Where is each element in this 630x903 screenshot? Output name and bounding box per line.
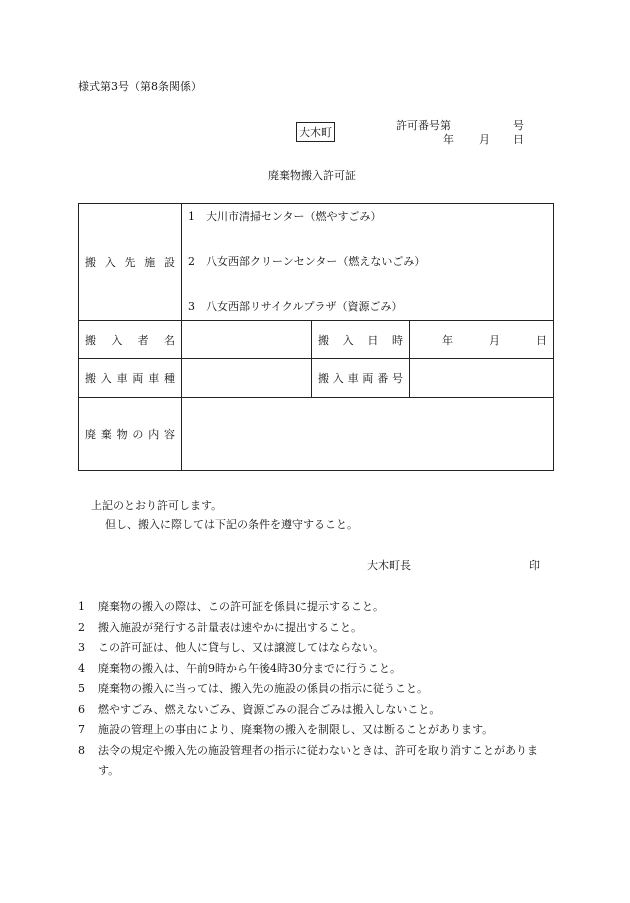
carrier-name-field[interactable] [182, 321, 312, 359]
waste-contents-field[interactable] [182, 398, 554, 471]
delivery-date-field[interactable] [410, 321, 554, 359]
vehicle-type-label: 搬 入 車 両 車 種 [85, 372, 175, 385]
waste-contents-label: 廃 棄 物 の 内 容 [85, 428, 175, 441]
carrier-name-label: 搬 入 者 名 [85, 333, 175, 347]
facility-list-cell [182, 204, 554, 321]
permit-number-prefix: 許可番号第 [396, 119, 451, 132]
conditions-list [78, 597, 558, 782]
carrier-label-cell [79, 321, 182, 359]
document-title: 廃棄物搬入許可証 [268, 169, 356, 182]
facility-option: 1 大川市清掃センター（燃やすごみ） [188, 209, 382, 223]
condition-item: 7 施設の管理上の事由により、廃棄物の搬入を制限し、又は断ることがあります。 [78, 723, 494, 736]
form-id: 様式第3号（第8条関係） [78, 80, 202, 93]
issue-date-month: 月 [479, 133, 490, 146]
delivery-day: 日 [536, 333, 548, 347]
condition-item: 8 法令の規定や搬入先の施設管理者の指示に従わないときは、許可を取り消すことがあります。 [78, 743, 538, 777]
contents-label-cell [79, 398, 182, 471]
vehicle-type-field[interactable] [182, 359, 312, 398]
facility-option: 3 八女西部リサイクルプラザ（資源ごみ） [188, 299, 403, 313]
vehicle-number-label-cell [312, 359, 410, 398]
delivery-date-label: 搬 入 日 時 [318, 333, 403, 347]
date-label-cell [312, 321, 410, 359]
seal-mark: 印 [529, 559, 540, 572]
facility-label: 搬 入 先 施 設 [85, 256, 175, 269]
condition-item: 4 廃棄物の搬入は、午前9時から午後4時30分までに行うこと。 [78, 661, 401, 675]
condition-statement: 但し、搬入に際しては下記の条件を遵守すること。 [105, 518, 358, 531]
permission-statement: 上記のとおり許可します。 [91, 499, 223, 512]
issue-date-year: 年 [443, 133, 454, 146]
delivery-year: 年 [442, 333, 453, 347]
permit-number-suffix: 号 [513, 119, 524, 132]
facility-label-cell [79, 204, 182, 321]
facility-option: 2 八女西部クリーンセンター（燃えないごみ） [188, 254, 426, 268]
vehicle-number-field[interactable] [410, 359, 554, 398]
condition-item: 3 この許可証は、他人に貸与し、又は譲渡してはならない。 [78, 641, 384, 654]
condition-item: 1 廃棄物の搬入の際は、この許可証を係員に提示すること。 [78, 600, 384, 613]
condition-item: 5 廃棄物の搬入に当っては、搬入先の施設の係員の指示に従うこと。 [78, 682, 428, 695]
condition-item: 6 燃やすごみ、燃えないごみ、資源ごみの混合ごみは搬入しないこと。 [78, 702, 441, 716]
condition-item: 2 搬入施設が発行する計量表は速やかに提出すること。 [78, 620, 362, 634]
vehicle-type-label-cell [79, 359, 182, 398]
town-stamp: 大木町 [296, 122, 335, 142]
vehicle-number-label: 搬 入 車 両 番 号 [318, 372, 403, 385]
delivery-month: 月 [489, 333, 501, 347]
mayor-title: 大木町長 [367, 559, 411, 572]
permit-table [78, 203, 554, 471]
issue-date-day: 日 [513, 133, 524, 146]
